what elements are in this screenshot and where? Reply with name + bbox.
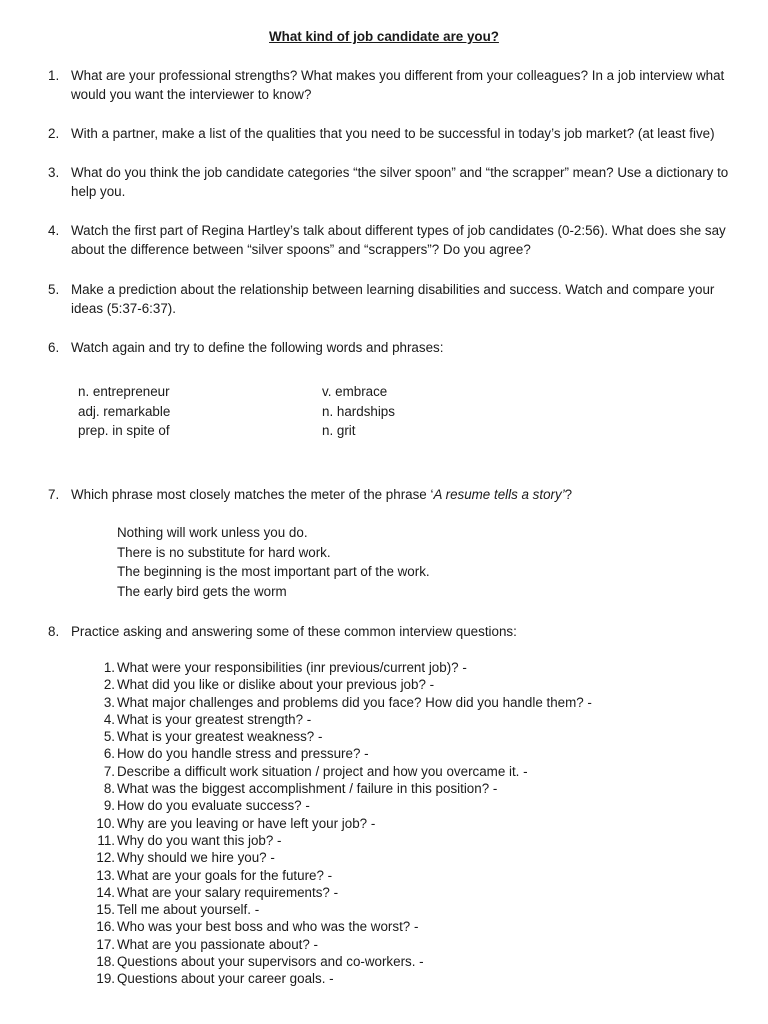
question-text: Watch again and try to define the following words and phrases: xyxy=(71,340,444,355)
question-text: Make a prediction about the relationship between learning disabilities and success. Watch and compare your ideas (5:37-6:37). xyxy=(71,282,715,316)
list-text: What was the biggest accomplishment / failure in this position? - xyxy=(117,781,498,797)
list-item xyxy=(93,832,743,849)
interview-questions-list xyxy=(93,659,743,988)
list-number: 9. xyxy=(103,798,115,814)
list-number: 19. xyxy=(96,971,115,987)
question-text: What do you think the job candidate categories “the silver spoon” and “the scrapper” mean? Use a dictionary to help you. xyxy=(71,165,729,199)
list-item xyxy=(93,763,743,780)
question-number: 6. xyxy=(48,340,60,355)
list-item xyxy=(93,711,743,728)
question-number: 7. xyxy=(48,487,60,502)
list-item xyxy=(93,901,743,918)
list-item xyxy=(93,918,743,935)
list-item xyxy=(93,676,743,693)
list-item xyxy=(93,867,743,884)
vocab-item: adj. remarkable xyxy=(78,403,171,419)
meter-option: There is no substitute for hard work. xyxy=(117,544,331,560)
question-text-end: ? xyxy=(564,487,573,502)
question-text xyxy=(71,485,746,504)
vocab-item: n. entrepreneur xyxy=(78,384,170,399)
list-item xyxy=(93,745,743,762)
question-text: With a partner, make a list of the qualities that you need to be successful in today’s job market? (at least five) xyxy=(71,126,715,141)
list-text: Why do you want this job? - xyxy=(117,832,282,848)
list-number: 16. xyxy=(96,919,115,935)
list-number: 17. xyxy=(96,936,115,952)
vocab-item: n. hardships xyxy=(322,403,395,419)
list-text: What are you passionate about? - xyxy=(117,936,318,952)
list-text: What is your greatest strength? - xyxy=(117,711,312,727)
list-text: Questions about your career goals. - xyxy=(117,971,334,987)
list-number: 10. xyxy=(96,815,115,831)
list-text: What major challenges and problems did you face? How did you handle them? - xyxy=(117,694,592,710)
list-number: 1. xyxy=(103,660,115,675)
list-number: 18. xyxy=(96,954,115,970)
list-text: How do you evaluate success? - xyxy=(117,798,310,814)
list-item xyxy=(93,884,743,901)
list-item xyxy=(93,780,743,797)
list-text: What were your responsibilities (inr previous/current job)? - xyxy=(117,660,467,675)
list-number: 3. xyxy=(103,694,115,710)
list-text: Questions about your supervisors and co-workers. - xyxy=(117,954,424,970)
list-number: 13. xyxy=(96,867,115,883)
list-number: 15. xyxy=(96,902,115,918)
question-number: 3. xyxy=(48,165,60,180)
page-title: What kind of job candidate are you? xyxy=(269,29,499,44)
list-text: How do you handle stress and pressure? - xyxy=(117,746,369,762)
question-number: 1. xyxy=(48,68,60,83)
list-text: Tell me about yourself. - xyxy=(117,902,260,918)
list-text: What is your greatest weakness? - xyxy=(117,729,323,745)
list-number: 5. xyxy=(103,729,115,745)
vocab-item: n. grit xyxy=(322,423,356,438)
question-text: Watch the first part of Regina Hartley’s talk about different types of job candidates (0-2:56). What does she say about the difference between “silver spoons” and “scrappers”? Do you agree? xyxy=(71,223,726,257)
list-number: 4. xyxy=(103,711,115,727)
list-item xyxy=(93,953,743,970)
list-text: What are your goals for the future? - xyxy=(117,867,333,883)
list-item xyxy=(93,659,743,676)
list-text: Describe a difficult work situation / project and how you overcame it. - xyxy=(117,763,528,779)
list-item xyxy=(93,728,743,745)
meter-option: The beginning is the most important part of the work. xyxy=(117,564,430,579)
list-number: 14. xyxy=(96,884,115,900)
list-text: Why should we hire you? - xyxy=(117,850,275,866)
meter-options xyxy=(117,523,430,601)
vocab-item: prep. in spite of xyxy=(78,423,170,438)
list-text: What did you like or dislike about your previous job? - xyxy=(117,677,435,693)
vocab-list-left xyxy=(78,382,170,441)
meter-option: The early bird gets the worm xyxy=(117,583,287,599)
vocab-item: v. embrace xyxy=(322,384,388,399)
question-number: 4. xyxy=(48,223,60,238)
meter-option: Nothing will work unless you do. xyxy=(117,525,308,540)
vocab-list-right xyxy=(322,382,395,441)
question-text: What are your professional strengths? What makes you different from your colleagues? In a job interview what would you want the interviewer to know? xyxy=(71,68,725,102)
list-item xyxy=(93,849,743,866)
question-text-italic: A resume tells a story’ xyxy=(433,487,565,502)
list-text: What are your salary requirements? - xyxy=(117,884,339,900)
list-item xyxy=(93,970,743,987)
question-number: 5. xyxy=(48,282,60,297)
question-number: 2. xyxy=(48,126,60,141)
list-number: 11. xyxy=(97,832,115,848)
question-number: 8. xyxy=(48,624,60,639)
question-text-start: Which phrase most closely matches the meter of the phrase ‘ xyxy=(71,487,434,502)
list-item xyxy=(93,936,743,953)
list-number: 6. xyxy=(103,746,115,762)
list-number: 2. xyxy=(103,677,115,693)
list-number: 7. xyxy=(103,763,115,779)
list-item xyxy=(93,815,743,832)
list-item xyxy=(93,797,743,814)
question-text: Practice asking and answering some of these common interview questions: xyxy=(71,624,517,639)
list-text: Who was your best boss and who was the worst? - xyxy=(117,919,419,935)
list-number: 12. xyxy=(96,850,115,866)
list-item xyxy=(93,694,743,711)
list-number: 8. xyxy=(103,781,115,797)
list-text: Why are you leaving or have left your job? - xyxy=(117,815,376,831)
